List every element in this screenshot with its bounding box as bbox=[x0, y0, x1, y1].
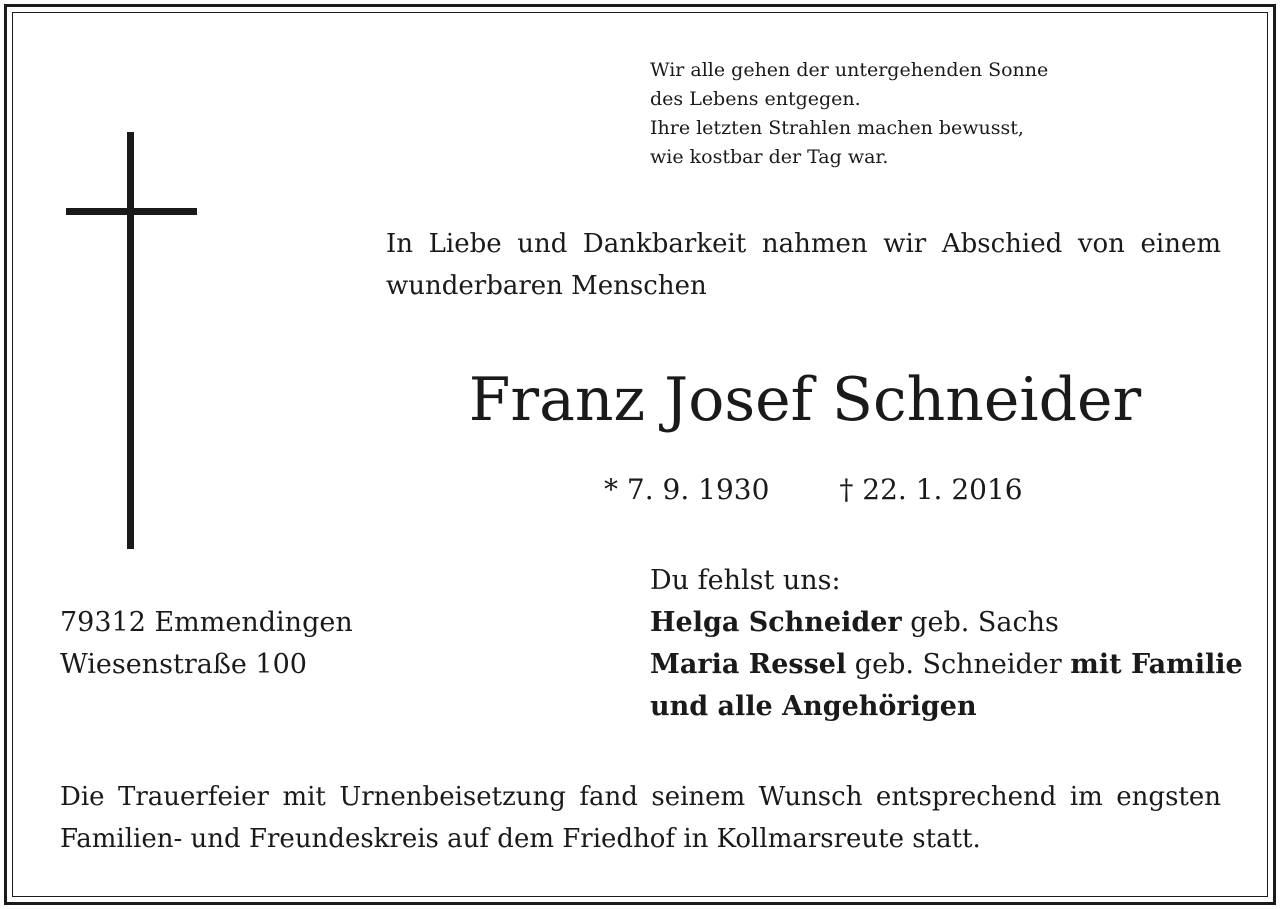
address bbox=[60, 602, 353, 686]
mourner-name: Maria Ressel bbox=[650, 649, 847, 680]
cross-horizontal-bar bbox=[66, 208, 197, 215]
mourner-note: geb. Schneider bbox=[846, 649, 1071, 680]
poem-line: des Lebens entgegen. bbox=[650, 88, 861, 110]
poem-line: wie kostbar der Tag war. bbox=[650, 146, 889, 168]
intro-line: wunderbaren Menschen bbox=[386, 271, 707, 301]
mourner-suffix: mit Familie bbox=[1070, 649, 1243, 680]
ceremony-line: Die Trauerfeier mit Urnenbeisetzung fand seinem Wunsch entsprechend im engsten bbox=[60, 782, 1221, 812]
mourner-line bbox=[650, 602, 1243, 644]
intro-text bbox=[386, 223, 1221, 307]
ceremony-notice bbox=[60, 776, 1221, 860]
mourner-note: geb. Sachs bbox=[901, 607, 1059, 638]
poem-line: Wir alle gehen der untergehenden Sonne bbox=[650, 59, 1049, 81]
mourners-heading: Du fehlst uns: bbox=[650, 565, 841, 596]
life-dates bbox=[604, 470, 1023, 510]
deceased-name: Franz Josef Schneider bbox=[468, 365, 1142, 435]
mourner-line bbox=[650, 644, 1243, 686]
inner-border bbox=[12, 12, 1268, 897]
address-street: Wiesenstraße 100 bbox=[60, 649, 307, 680]
address-city: 79312 Emmendingen bbox=[60, 607, 353, 638]
birth-date: * 7. 9. 1930 bbox=[604, 473, 770, 506]
death-date: † 22. 1. 2016 bbox=[839, 473, 1023, 506]
poem bbox=[650, 56, 1048, 172]
ceremony-line: Familien- und Freundeskreis auf dem Friedhof in Kollmarsreute statt. bbox=[60, 824, 981, 854]
cross-vertical-bar bbox=[127, 132, 134, 549]
mourner-name: Helga Schneider bbox=[650, 607, 902, 638]
poem-line: Ihre letzten Strahlen machen bewusst, bbox=[650, 117, 1024, 139]
mourners-closing: und alle Angehörigen bbox=[650, 691, 977, 722]
mourners bbox=[650, 560, 1243, 728]
intro-line: In Liebe und Dankbarkeit nahmen wir Abschied von einem bbox=[386, 229, 1221, 259]
